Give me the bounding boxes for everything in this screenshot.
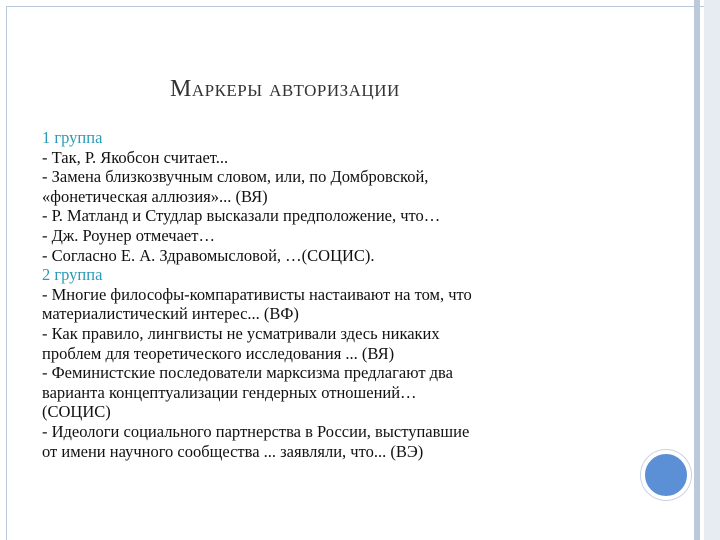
decorative-rail-light — [704, 0, 720, 540]
group-heading: 2 группа — [42, 265, 103, 285]
body-line: - Р. Матланд и Студлар высказали предположение, что… — [42, 206, 441, 226]
decorative-rail — [694, 0, 700, 540]
body-line: - Так, Р. Якобсон считает... — [42, 147, 229, 167]
slide-body — [42, 128, 642, 461]
body-line: - Как правило, лингвисты не усматривали здесь никаких — [42, 323, 440, 343]
body-line: - Феминистские последователи марксизма предлагают два — [42, 363, 453, 383]
body-line: от имени научного сообщества ... заявляли, что... (ВЭ) — [42, 441, 424, 461]
body-line: «фонетическая аллюзия»... (ВЯ) — [42, 186, 268, 206]
body-line: проблем для теоретического исследования ... (ВЯ) — [42, 343, 395, 363]
body-line: - Замена близкозвучным словом, или, по Домбровской, — [42, 167, 429, 187]
body-line: - Дж. Роунер отмечает… — [42, 225, 215, 245]
decorative-circle-icon — [641, 450, 691, 500]
group-heading: 1 группа — [42, 128, 103, 147]
slide-title: Маркеры авторизации — [170, 76, 400, 102]
body-line: - Согласно Е. А. Здравомысловой, …(СОЦИС). — [42, 245, 375, 265]
body-line: варианта концептуализации гендерных отношений… — [42, 382, 417, 402]
body-line: - Идеологи социального партнерства в России, выступавшие — [42, 421, 470, 441]
body-line: материалистический интерес... (ВФ) — [42, 304, 299, 324]
body-line: - Многие философы-компаративисты настаивают на том, что — [42, 284, 472, 304]
body-line: (СОЦИС) — [42, 402, 111, 422]
